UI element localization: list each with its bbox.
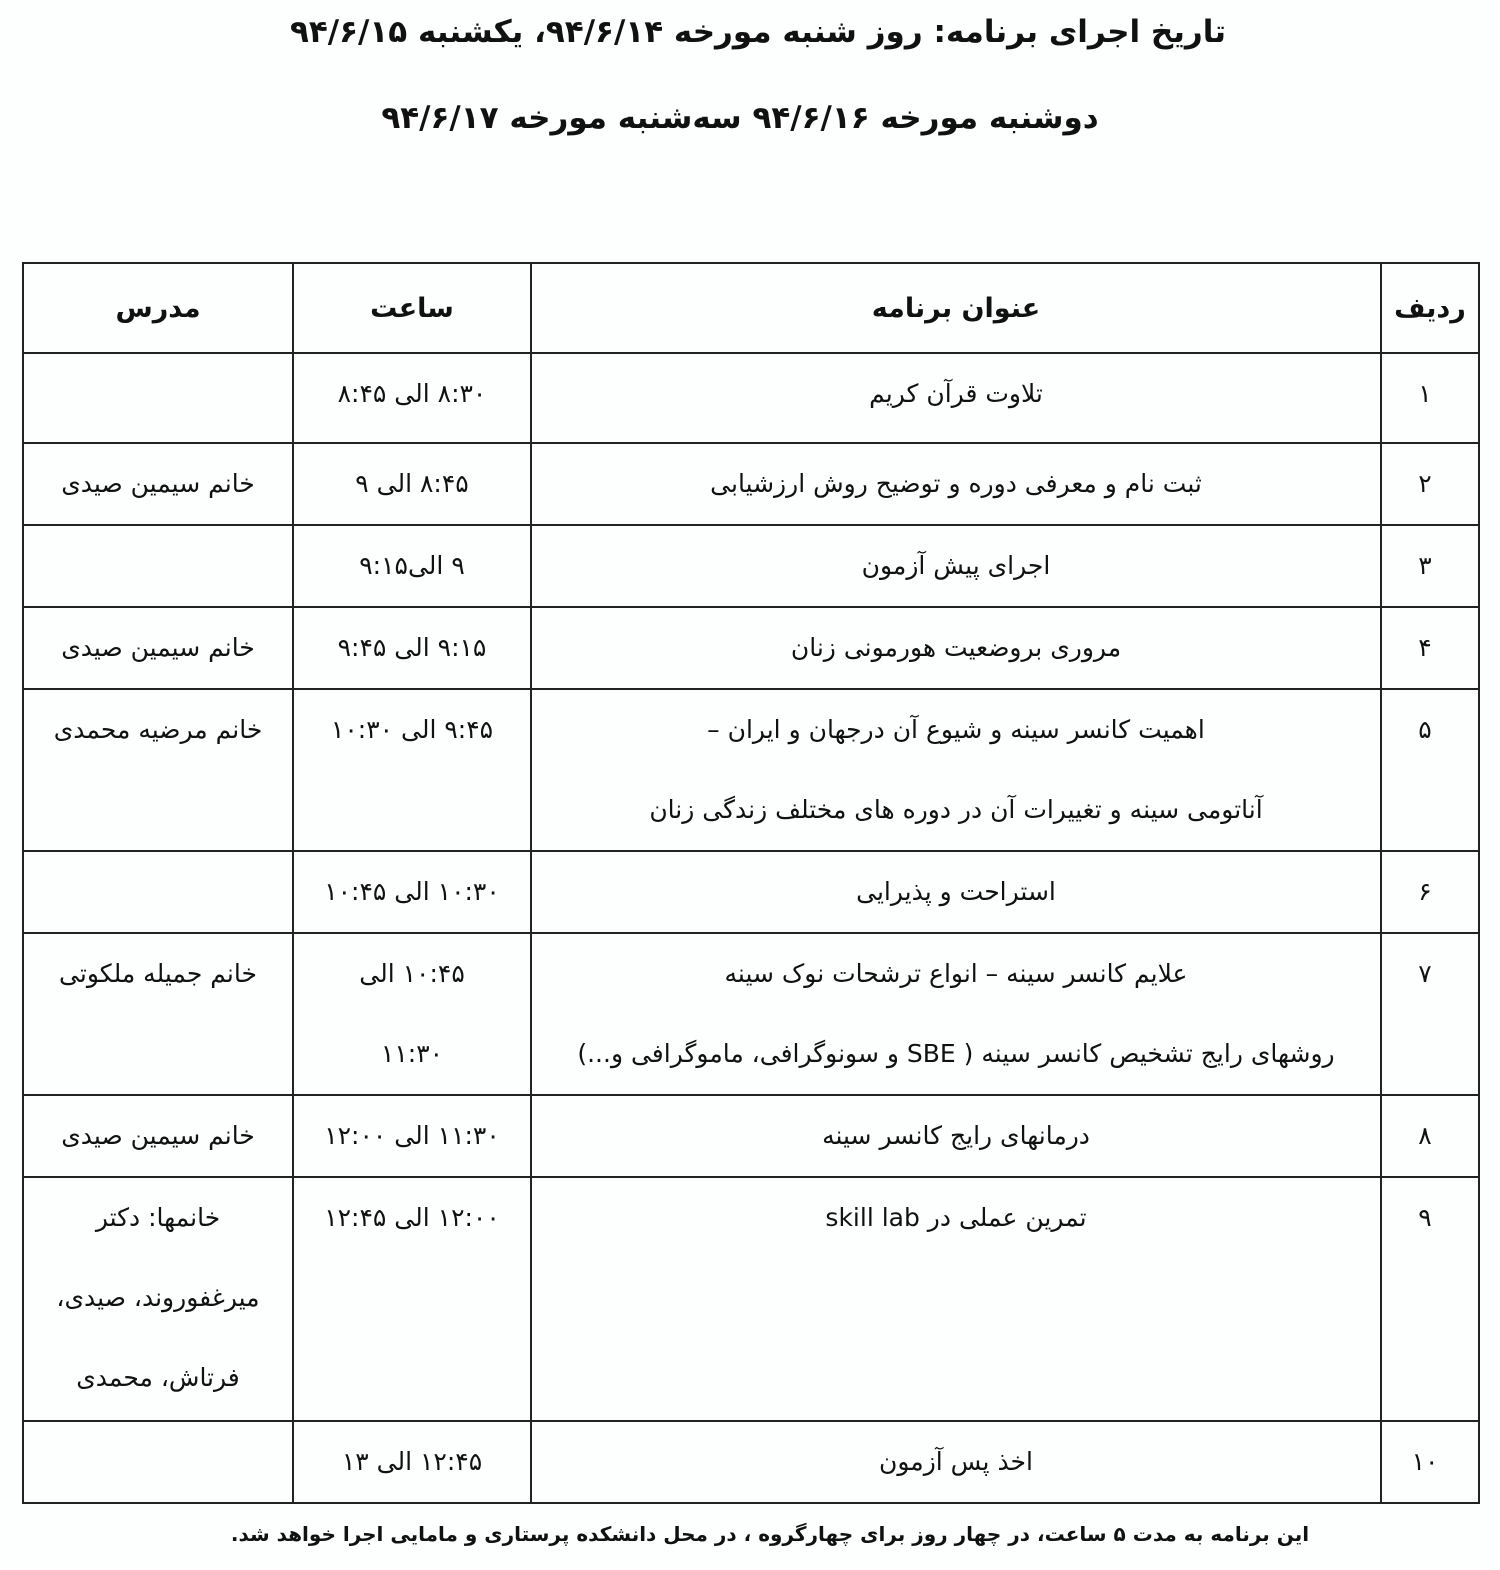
instructor-cell [23,1095,293,1177]
row-number-cell-value: ۷ [1418,959,1432,988]
program-title-cell [531,689,1381,851]
time-cell-line: ۸:۴۵ الی ۹ [355,469,469,498]
table-row [23,1177,1479,1421]
column-header-row-number: ردیف [1381,263,1479,353]
program-title-cell-line: اهمیت کانسر سینه و شیوع آن درجهان و ایران – [707,715,1205,744]
instructor-cell [23,353,293,443]
instructor-cell [23,443,293,525]
instructor-cell [23,1421,293,1503]
time-cell-line: ۱۲:۴۵ الی ۱۳ [341,1447,483,1476]
table-row [23,851,1479,933]
program-title-cell [531,353,1381,443]
table-row [23,525,1479,607]
instructor-cell-line: خانمها: دکتر [95,1203,221,1232]
program-title-cell [531,1095,1381,1177]
time-cell-line: ۹:۱۵ الی ۹:۴۵ [337,633,487,662]
table-row [23,1421,1479,1503]
time-cell-line: ۸:۳۰ الی ۸:۴۵ [337,379,487,408]
instructor-cell [23,851,293,933]
time-cell [293,353,531,443]
program-title-cell [531,443,1381,525]
row-number-cell [1381,933,1479,1095]
table-row [23,933,1479,1095]
row-number-cell [1381,443,1479,525]
time-cell-line: ۱۱:۳۰ الی ۱۲:۰۰ [324,1121,500,1150]
column-header-program-title: عنوان برنامه [531,263,1381,353]
program-title-cell-line: تلاوت قرآن کریم [869,379,1043,408]
row-number-cell-value: ۶ [1418,877,1432,906]
row-number-cell-value: ۳ [1418,551,1432,580]
row-number-cell-value: ۱ [1418,379,1432,408]
instructor-cell [23,607,293,689]
row-number-cell-value: ۱۰ [1411,1447,1439,1476]
time-cell [293,851,531,933]
program-title-cell [531,933,1381,1095]
instructor-cell-line: خانم مرضیه محمدی [53,715,263,744]
instructor-cell-line: خانم سیمین صیدی [61,1121,255,1150]
row-number-cell [1381,689,1479,851]
time-cell-line: ۱۰:۳۰ الی ۱۰:۴۵ [324,877,500,906]
row-number-cell-value: ۴ [1418,633,1432,662]
instructor-cell [23,689,293,851]
program-title-cell [531,1421,1381,1503]
program-title-cell-line: آناتومی سینه و تغییرات آن در دوره های مختلف زندگی زنان [649,795,1263,824]
time-cell-line: ۱۱:۳۰ [380,1039,444,1068]
program-title-cell-line: اخذ پس آزمون [879,1447,1033,1476]
instructor-cell [23,1177,293,1421]
time-cell-line: ۱۰:۴۵ الی [359,959,465,988]
table-row [23,353,1479,443]
program-title-cell [531,607,1381,689]
table-row [23,607,1479,689]
program-title-cell-line: استراحت و پذیرایی [856,877,1056,906]
time-cell [293,607,531,689]
instructor-cell-line: خانم سیمین صیدی [61,469,255,498]
row-number-cell [1381,1421,1479,1503]
row-number-cell-value: ۲ [1418,469,1432,498]
instructor-cell [23,933,293,1095]
time-cell [293,443,531,525]
time-cell-line: ۹:۴۵ الی ۱۰:۳۰ [330,715,494,744]
row-number-cell [1381,851,1479,933]
row-number-cell [1381,607,1479,689]
column-header-instructor: مدرس [23,263,293,353]
instructor-cell-line: خانم جمیله ملکوتی [59,959,257,988]
time-cell [293,689,531,851]
instructor-cell [23,525,293,607]
table-row [23,1095,1479,1177]
instructor-cell-line: میرغفوروند، صیدی، [56,1283,260,1312]
program-title-cell-line: درمانهای رایج کانسر سینه [822,1121,1090,1150]
time-cell [293,525,531,607]
row-number-cell [1381,525,1479,607]
time-cell [293,1421,531,1503]
row-number-cell [1381,1095,1479,1177]
program-title-cell-line: روشهای رایج تشخیص کانسر سینه ( SBE و سونوگرافی، ماموگرافی و...) [577,1039,1335,1068]
program-title-cell-line: علایم کانسر سینه – انواع ترشحات نوک سینه [724,959,1188,988]
row-number-cell-value: ۵ [1418,715,1432,744]
column-header-time: ساعت [293,263,531,353]
time-cell [293,933,531,1095]
program-title-cell [531,525,1381,607]
time-cell-line: ۱۲:۰۰ الی ۱۲:۴۵ [324,1203,500,1232]
row-number-cell [1381,353,1479,443]
program-title-cell [531,851,1381,933]
table-row [23,443,1479,525]
row-number-cell-value: ۹ [1418,1203,1432,1232]
table-header-row [23,263,1479,353]
schedule-dates-line-2: دوشنبه مورخه ۹۴/۶/۱۶ سه‌شنبه مورخه ۹۴/۶/۱۷ [381,100,1099,136]
footer-note: این برنامه به مدت ۵ ساعت، در چهار روز برای چهارگروه ، در محل دانشکده پرستاری و مامایی اجرا خواهد شد. [230,1522,1310,1546]
program-title-cell-line: مروری بروضعیت هورمونی زنان [790,633,1122,662]
program-schedule-table [22,262,1480,1504]
program-title-cell-line: اجرای پیش آزمون [861,551,1051,580]
time-cell [293,1177,531,1421]
program-title-cell-line: ثبت نام و معرفی دوره و توضیح روش ارزشیابی [710,469,1202,498]
time-cell [293,1095,531,1177]
instructor-cell-line: فرتاش، محمدی [76,1363,240,1392]
table-row [23,689,1479,851]
row-number-cell-value: ۸ [1418,1121,1432,1150]
program-title-cell-line: تمرین عملی در skill lab [825,1203,1087,1232]
schedule-dates-line-1: تاریخ اجرای برنامه: روز شنبه مورخه ۹۴/۶/۱۴، یکشنبه ۹۴/۶/۱۵ [289,14,1227,50]
instructor-cell-line: خانم سیمین صیدی [61,633,255,662]
program-title-cell [531,1177,1381,1421]
time-cell-line: ۹ الی۹:۱۵ [359,551,465,580]
row-number-cell [1381,1177,1479,1421]
